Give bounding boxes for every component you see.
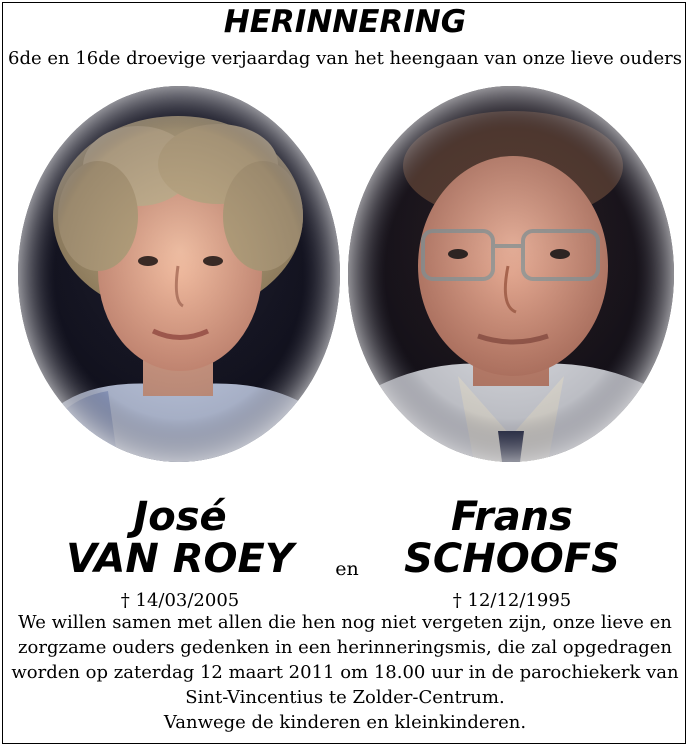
right-death-date: † 12/12/1995	[452, 590, 572, 611]
portrait-right-photo	[348, 86, 674, 462]
page-title: HERINNERING	[223, 4, 467, 40]
left-death-date: † 14/03/2005	[120, 590, 240, 611]
announcement-line: worden op zaterdag 12 maart 2011 om 18.00 uur in de parochiekerk van	[11, 662, 679, 683]
announcement-line: Sint-Vincentius te Zolder-Centrum.	[185, 687, 505, 708]
right-last-name: SCHOOFS	[404, 536, 620, 582]
left-last-name: VAN ROEY	[66, 536, 294, 582]
page-subtitle: 6de en 16de droevige verjaardag van het heengaan van onze lieve ouders	[8, 48, 682, 69]
portrait-left-photo	[18, 86, 340, 462]
announcement-line: Vanwege de kinderen en kleinkinderen.	[163, 712, 527, 733]
right-first-name: Frans	[451, 494, 573, 540]
announcement-text	[10, 610, 680, 735]
announcement-line: zorgzame ouders gedenken in een herinneringsmis, die zal opgedragen	[18, 637, 672, 658]
left-first-name: José	[133, 494, 227, 540]
announcement-line: We willen samen met allen die hen nog niet vergeten zijn, onze lieve en	[18, 612, 672, 633]
connector-word: en	[335, 558, 359, 580]
